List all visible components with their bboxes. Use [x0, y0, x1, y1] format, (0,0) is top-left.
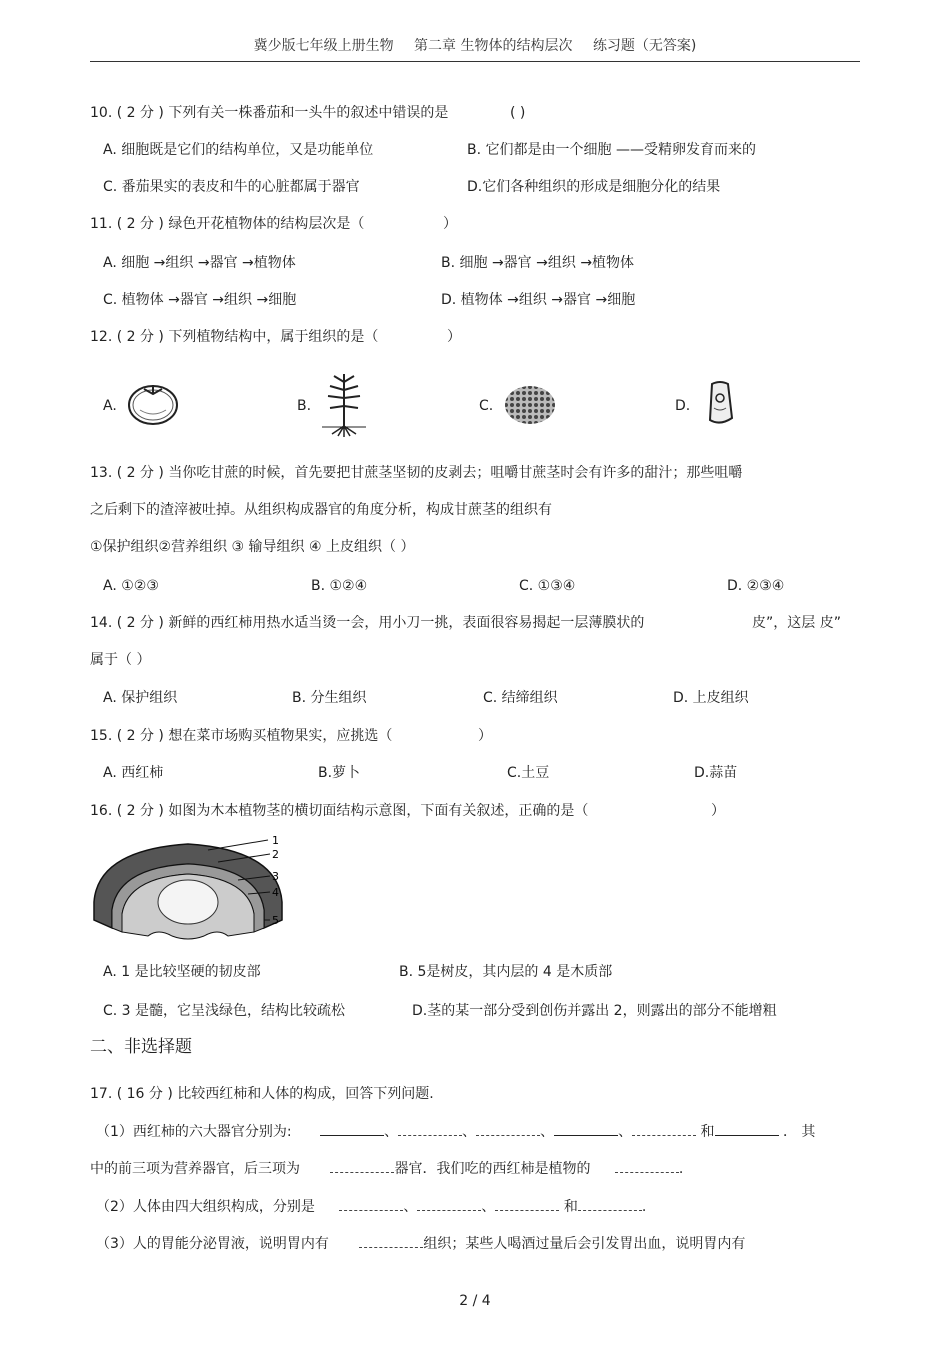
period: .	[678, 1161, 684, 1177]
sep: 、	[462, 1124, 477, 1140]
and-text: 和	[563, 1199, 578, 1215]
q13-line3: ①保护组织②营养组织 ③ 输导组织 ④ 上皮组织（ ）	[90, 539, 415, 555]
page-header	[0, 36, 950, 56]
q13-option-a: A. ①②③	[103, 578, 159, 594]
header-rule	[90, 61, 860, 62]
q17-p2: （2）人体由四大组织构成，分别是	[96, 1199, 315, 1215]
q17-p1a: （1）西红柿的六大器官分别为:	[96, 1124, 292, 1140]
q13-line2: 之后剩下的渣滓被吐掉。从组织构成器官的角度分析，构成甘蔗茎的组织有	[90, 502, 552, 518]
q17-p3: （3）人的胃能分泌胃液，说明胃内有	[96, 1236, 329, 1252]
q11-paren: ）	[443, 216, 457, 232]
q10-option-b: B. 它们都是由一个细胞 ——受精卵发育而来的	[467, 142, 756, 158]
q11-option-d: D. 植物体 →组织 →器官 →细胞	[441, 292, 636, 308]
period: .	[641, 1199, 647, 1215]
answer-blank[interactable]	[398, 1121, 462, 1136]
q16-option-b: B. 5是树皮，其内层的 4 是木质部	[399, 964, 613, 980]
answer-blank[interactable]	[615, 1158, 679, 1173]
q12-option-d: D.	[675, 398, 691, 414]
sep: 、	[481, 1199, 496, 1215]
q16-option-a: A. 1 是比较坚硬的韧皮部	[103, 964, 261, 980]
q17-p1b: 中的前三项为营养器官，后三项为	[90, 1161, 300, 1177]
q11-option-b: B. 细胞 →器官 →组织 →植物体	[441, 255, 635, 271]
answer-blank[interactable]	[330, 1158, 394, 1173]
q17-part1-line1	[96, 1121, 815, 1142]
q15-option-a: A. 西红柿	[103, 765, 164, 781]
q12-option-c: C.	[479, 398, 494, 414]
single-cell-icon	[704, 378, 736, 428]
header-type: 练习题（无答案)	[592, 38, 697, 54]
diagram-label-4: 4	[272, 886, 279, 899]
q11-option-a: A. 细胞 →组织 →器官 →植物体	[103, 255, 296, 271]
q16-paren: ）	[711, 803, 725, 819]
q17-part2	[96, 1196, 646, 1217]
q12-option-a: A.	[103, 398, 117, 414]
q10-option-c: C. 番茄果实的表皮和牛的心脏都属于器官	[103, 179, 360, 195]
q12-paren: ）	[447, 329, 461, 345]
q17-part1-line2	[90, 1158, 683, 1179]
q17-p3-mid: 组织；某些人喝酒过量后会引发胃出血，说明胃内有	[423, 1236, 746, 1252]
q10-paren: ( )	[510, 105, 526, 121]
q16-stem: 16. ( 2 分 ) 如图为木本植物茎的横切面结构示意图，下面有关叙述，正确的是（	[90, 803, 589, 819]
header-chapter: 第二章 生物体的结构层次	[414, 38, 573, 54]
q14-option-b: B. 分生组织	[292, 690, 367, 706]
answer-blank[interactable]	[339, 1196, 403, 1211]
q15-paren: ）	[478, 728, 492, 744]
q14-option-c: C. 结缔组织	[483, 690, 558, 706]
q15-option-d: D.蒜苗	[694, 765, 738, 781]
answer-blank[interactable]	[359, 1233, 423, 1248]
answer-blank[interactable]	[417, 1196, 481, 1211]
q15-option-c: C.土豆	[507, 765, 550, 781]
q17-stem: 17. ( 16 分 ) 比较西红柿和人体的构成，回答下列问题.	[90, 1086, 434, 1102]
diagram-label-5: 5	[272, 914, 279, 927]
section-title: 二、非选择题	[90, 1037, 192, 1057]
diagram-label-2: 2	[272, 848, 279, 861]
q14-option-d: D. 上皮组织	[673, 690, 749, 706]
q12-option-b: B.	[297, 398, 312, 414]
answer-blank[interactable]	[632, 1121, 696, 1136]
q13-line1: 13. ( 2 分 ) 当你吃甘蔗的时候，首先要把甘蔗茎坚韧的皮剥去；咀嚼甘蔗茎时会有许多的甜汁；那些咀嚼	[90, 465, 743, 481]
tomato-icon	[126, 380, 180, 426]
q14-option-a: A. 保护组织	[103, 690, 178, 706]
stem-cross-section-diagram	[88, 832, 288, 944]
answer-blank[interactable]	[554, 1121, 618, 1136]
answer-blank[interactable]	[495, 1196, 559, 1211]
q14-line2: 属于（ ）	[90, 652, 151, 668]
answer-blank[interactable]	[476, 1121, 540, 1136]
sep: 、	[540, 1124, 555, 1140]
q10-option-a: A. 细胞既是它们的结构单位，又是功能单位	[103, 142, 374, 158]
q10-option-d: D.它们各种组织的形成是细胞分化的结果	[467, 179, 721, 195]
answer-blank[interactable]	[578, 1196, 642, 1211]
diagram-label-3: 3	[272, 870, 279, 883]
q11-stem: 11. ( 2 分 ) 绿色开花植物体的结构层次是（	[90, 216, 365, 232]
cell-tissue-icon	[503, 384, 557, 426]
q12-stem: 12. ( 2 分 ) 下列植物结构中，属于组织的是（	[90, 329, 379, 345]
answer-blank[interactable]	[715, 1121, 779, 1136]
header-book: 冀少版七年级上册生物	[253, 38, 394, 54]
sep: 、	[403, 1199, 418, 1215]
q16-option-c: C. 3 是髓，它呈浅绿色，结构比较疏松	[103, 1003, 346, 1019]
and-text: 和	[700, 1124, 715, 1140]
sep: 、	[618, 1124, 633, 1140]
q17-p1b-mid: 器官．我们吃的西红柿是植物的	[394, 1161, 591, 1177]
diagram-label-1: 1	[272, 834, 279, 847]
q14-line1: 14. ( 2 分 ) 新鲜的西红柿用热水适当烫一会，用小刀一挑，表面很容易揭起一层薄膜状的	[90, 615, 645, 631]
q10-stem: 10. ( 2 分 ) 下列有关一株番茄和一头牛的叙述中错误的是	[90, 105, 449, 121]
answer-blank[interactable]	[320, 1121, 384, 1136]
q15-stem: 15. ( 2 分 ) 想在菜市场购买植物果实，应挑选（	[90, 728, 393, 744]
q13-option-d: D. ②③④	[727, 578, 785, 594]
page-number: 2 / 4	[459, 1293, 491, 1309]
corn-plant-icon	[316, 368, 372, 438]
q14-line1b: 皮”，这层 皮”	[752, 615, 841, 631]
q13-option-c: C. ①③④	[519, 578, 576, 594]
q16-option-d: D.茎的某一部分受到创伤并露出 2，则露出的部分不能增粗	[412, 1003, 777, 1019]
q17-part3	[96, 1233, 745, 1254]
q11-option-c: C. 植物体 →器官 →组织 →细胞	[103, 292, 297, 308]
sep: 、	[384, 1124, 399, 1140]
q13-option-b: B. ①②④	[311, 578, 368, 594]
q15-option-b: B.萝卜	[318, 765, 361, 781]
q17-p1end: ． 其	[782, 1124, 816, 1140]
